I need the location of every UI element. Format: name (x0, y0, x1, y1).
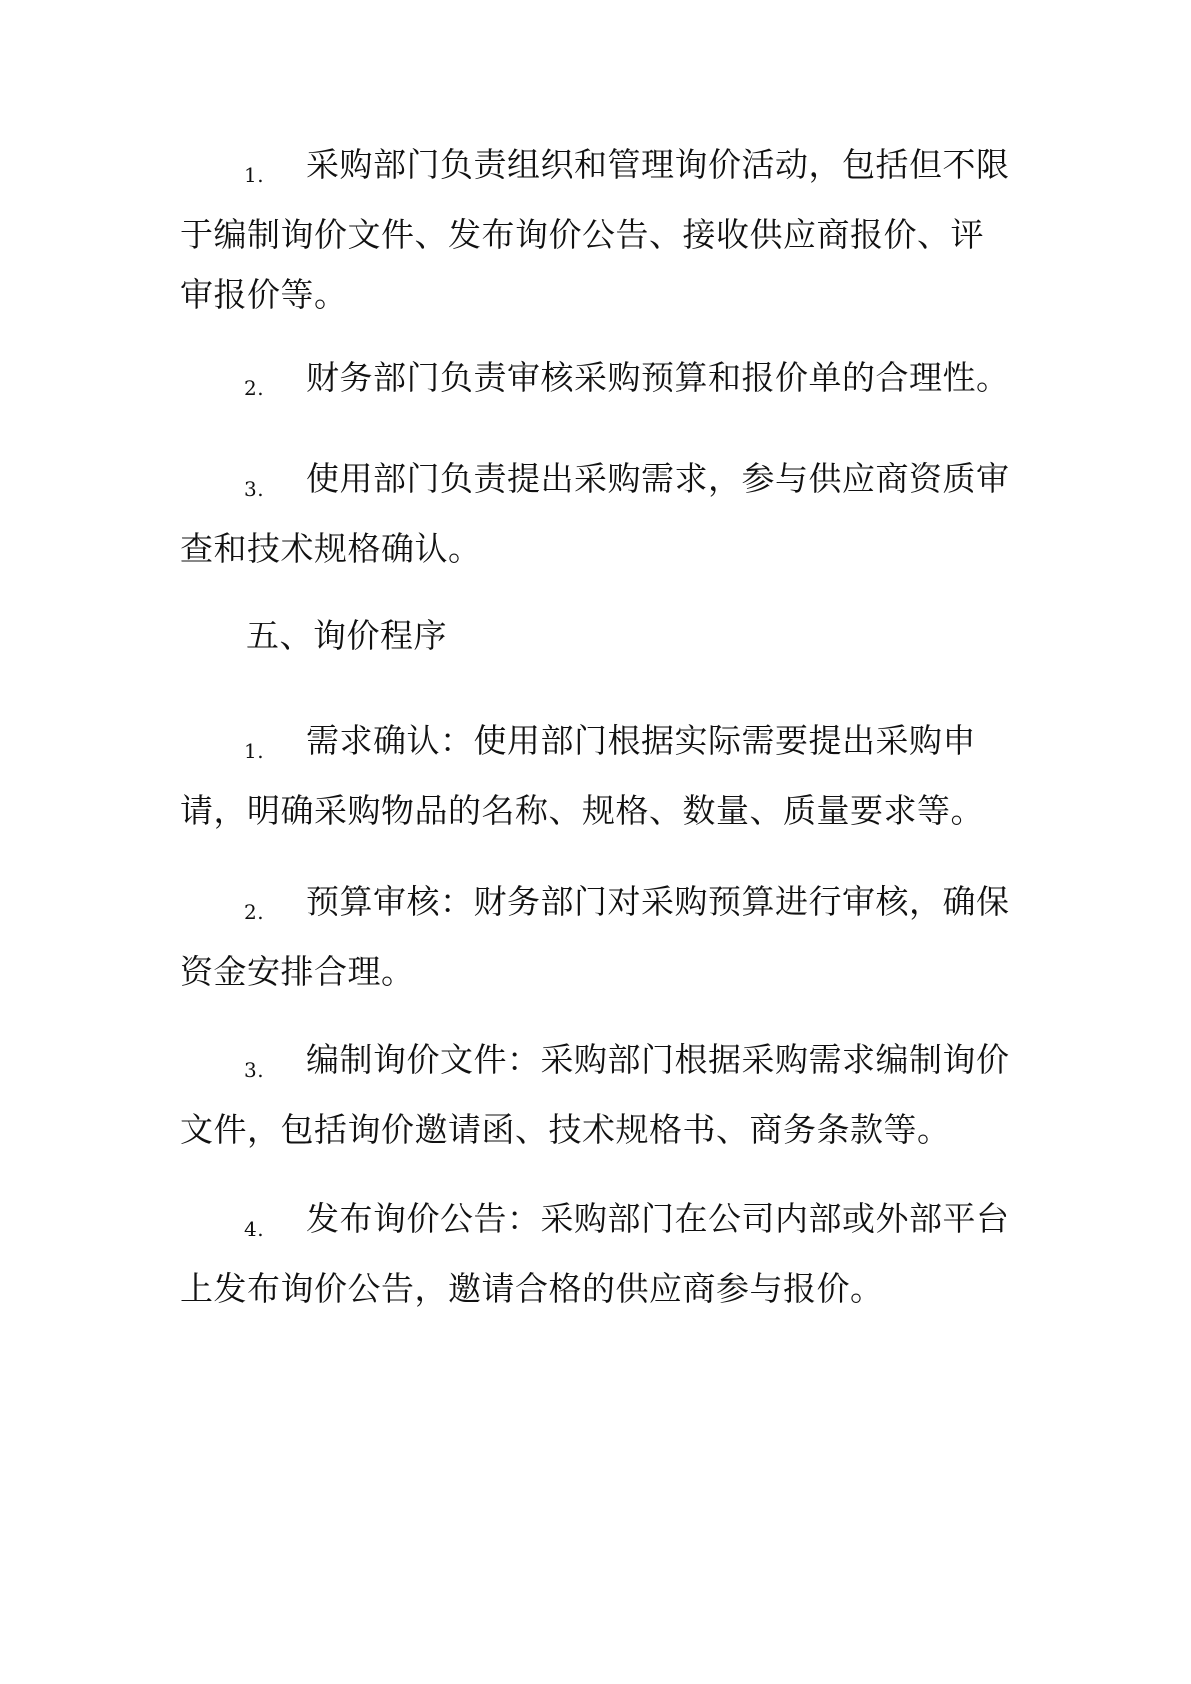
item-text: 财务部门负责审核采购预算和报价单的合理性。 (306, 358, 1010, 397)
item-number: 4. (244, 1217, 265, 1241)
item-text: 编制询价文件：采购部门根据采购需求编制询价文件，包括询价邀请函、技术规格书、商务条款等。 (180, 1040, 1010, 1149)
item-text: 发布询价公告：采购部门在公司内部或外部平台上发布询价公告，邀请合格的供应商参与报价。 (180, 1199, 1010, 1308)
procedure-item-4 (180, 1189, 1015, 1319)
item-number: 3. (244, 1058, 265, 1082)
item-number: 2. (244, 900, 265, 924)
procedure-item-3 (180, 1030, 1015, 1160)
item-text: 预算审核：财务部门对采购预算进行审核，确保资金安排合理。 (180, 882, 1010, 991)
responsibility-item-1 (180, 135, 1015, 325)
procedure-item-2 (180, 872, 1015, 1002)
item-number: 2. (244, 376, 265, 400)
responsibility-item-2 (180, 348, 1015, 418)
item-text: 使用部门负责提出采购需求，参与供应商资质审查和技术规格确认。 (180, 459, 1010, 568)
procedure-item-1 (180, 711, 1015, 841)
responsibility-item-3 (180, 449, 1015, 579)
section-heading: 五、询价程序 (246, 616, 447, 655)
item-text: 采购部门负责组织和管理询价活动，包括但不限于编制询价文件、发布询价公告、接收供应商报价、评审报价等。 (180, 145, 1010, 314)
item-number: 1. (244, 163, 265, 187)
item-text: 需求确认：使用部门根据实际需要提出采购申请，明确采购物品的名称、规格、数量、质量要求等。 (180, 721, 984, 830)
item-number: 1. (244, 739, 265, 763)
item-number: 3. (244, 477, 265, 501)
